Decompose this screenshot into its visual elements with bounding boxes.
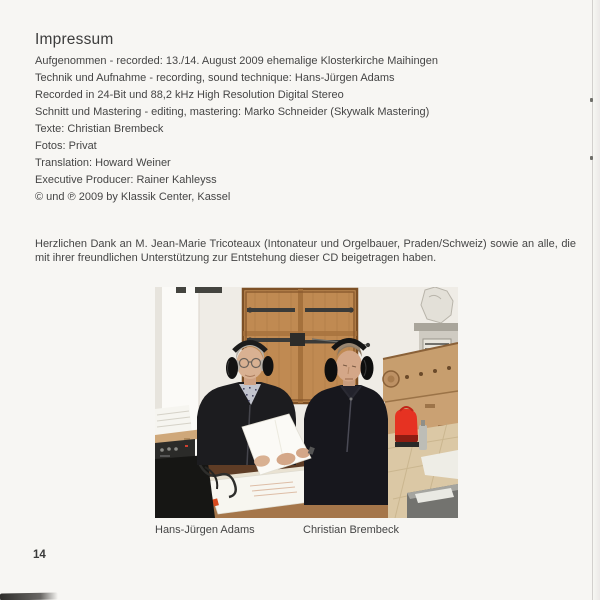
session-photo-illustration (155, 287, 458, 518)
scan-smudge (0, 592, 58, 600)
credit-line: Recorded in 24-Bit und 88,2 kHz High Resolution Digital Stereo (35, 89, 344, 101)
credit-line: Aufgenommen - recorded: 13./14. August 2009 ehemalige Klosterkirche Maihingen (35, 55, 438, 67)
credit-line: Executive Producer: Rainer Kahleyss (35, 174, 217, 186)
wall-fixture (195, 287, 222, 293)
credit-line: © und ℗ 2009 by Klassik Center, Kassel (35, 191, 231, 203)
scan-speck (590, 98, 593, 102)
acknowledgement-paragraph: Herzlichen Dank an M. Jean-Marie Tricoteaux (Intonateur und Orgelbauer, Praden/Schweiz) sowie an alle, die mit ihrer freundlichen Unterstützung zur Entstehung dieser CD beigetragen haben. (35, 238, 576, 264)
page-number: 14 (33, 549, 46, 561)
session-photo (155, 287, 458, 518)
page-title: Impressum (35, 31, 114, 48)
credit-line: Schnitt und Mastering - editing, mastering: Marko Schneider (Skywalk Mastering) (35, 106, 430, 118)
scan-speck (590, 156, 593, 160)
credit-line: Fotos: Privat (35, 140, 97, 152)
scan-crease-line (592, 0, 593, 600)
photo-caption-left: Hans-Jürgen Adams (155, 524, 255, 536)
credit-line: Translation: Howard Weiner (35, 157, 171, 169)
photo-caption-right: Christian Brembeck (303, 524, 399, 536)
credit-line: Technik und Aufnahme - recording, sound technique: Hans-Jürgen Adams (35, 72, 395, 84)
scan-edge-shadow (593, 0, 600, 600)
credits-list (35, 53, 555, 206)
credit-line: Texte: Christian Brembeck (35, 123, 164, 135)
wall-fixture (176, 287, 186, 293)
door-lock (290, 333, 305, 346)
